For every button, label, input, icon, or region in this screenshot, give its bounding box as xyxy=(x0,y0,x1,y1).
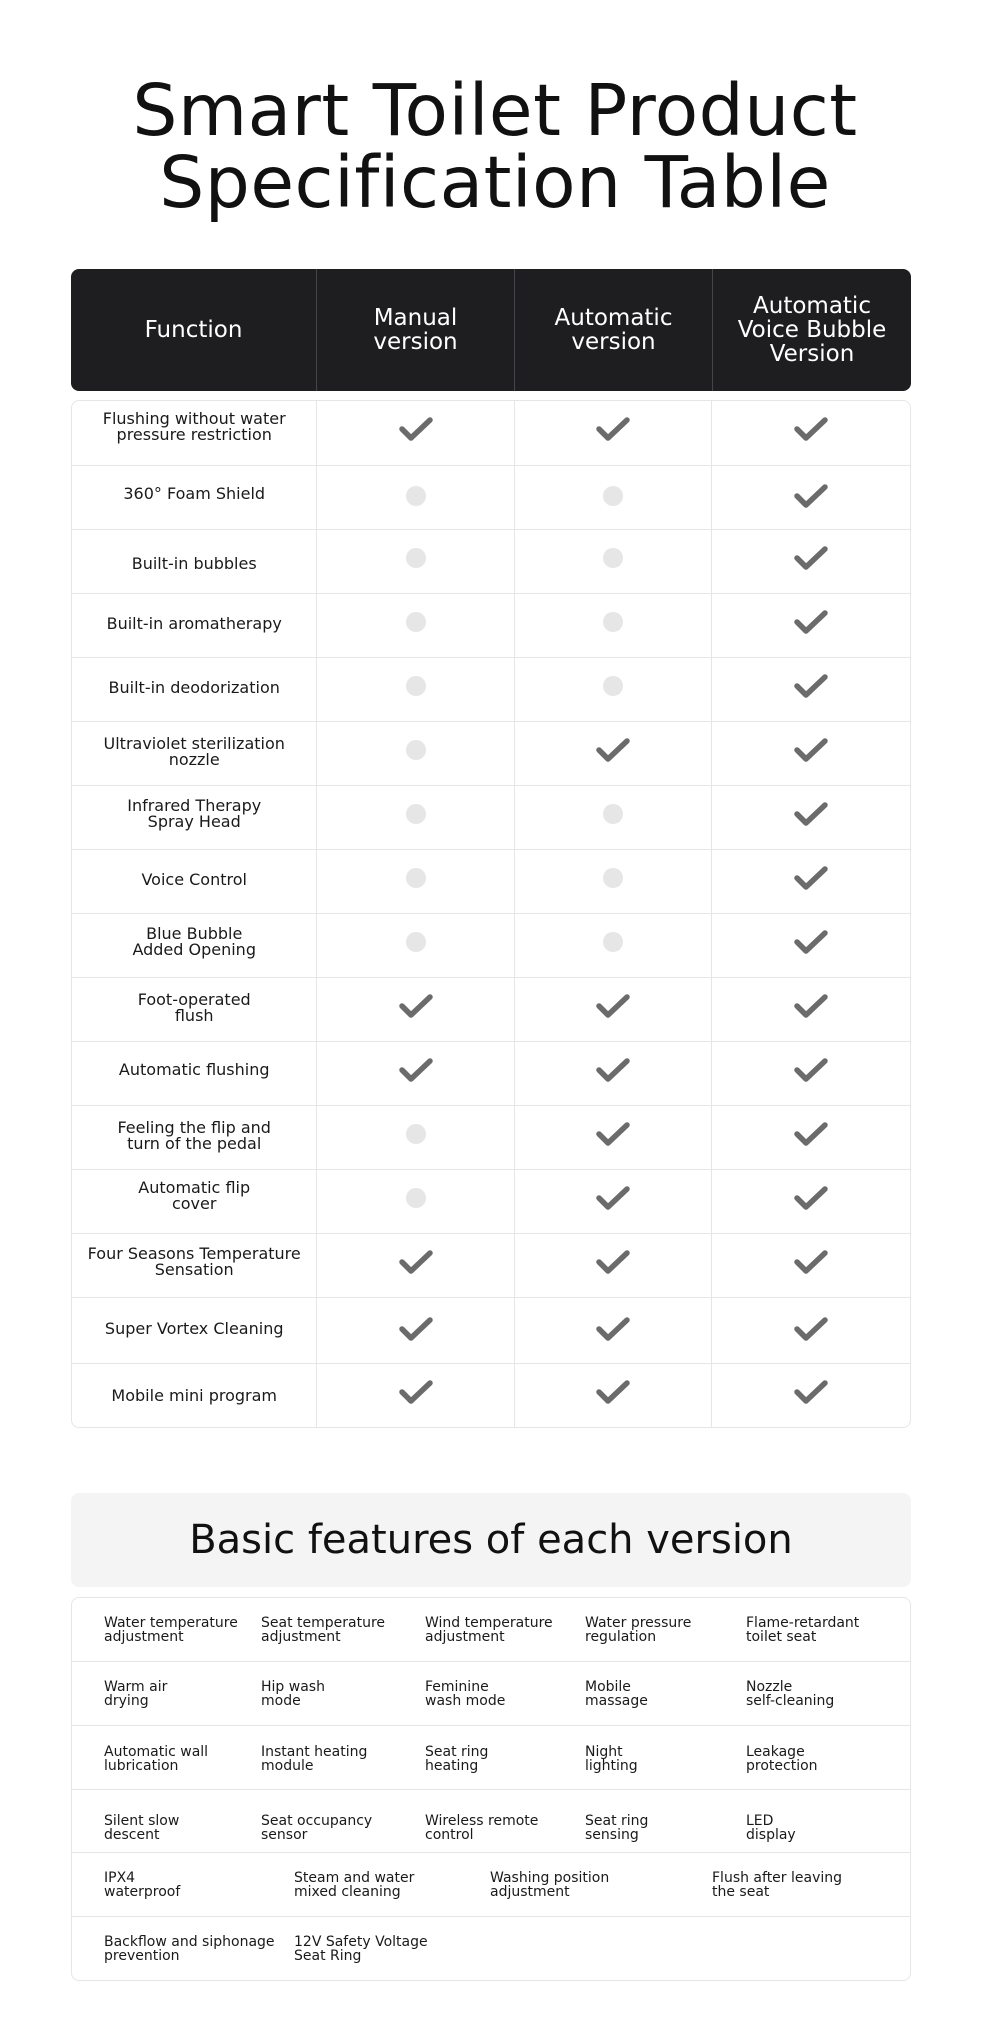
availability-cell xyxy=(514,1106,712,1169)
basic-features-row xyxy=(72,1852,910,1916)
function-name: Built-in aromatherapy xyxy=(106,613,282,633)
check-icon xyxy=(595,1249,631,1275)
basic-feature-item: 12V Safety Voltage Seat Ring xyxy=(294,1934,428,1964)
unavailable-dot-icon xyxy=(603,932,623,952)
check-icon xyxy=(398,1379,434,1405)
function-cell xyxy=(72,1042,316,1105)
availability-cell xyxy=(514,850,712,913)
availability-cell xyxy=(514,722,712,785)
basic-feature-item: Seat ring sensing xyxy=(585,1813,649,1843)
basic-feature-item: Seat temperature adjustment xyxy=(261,1615,386,1645)
unavailable-dot-icon xyxy=(406,548,426,568)
spec-row xyxy=(72,849,910,913)
function-cell xyxy=(72,1364,316,1427)
page-title-line-1: Smart Toilet Product xyxy=(132,69,858,152)
unavailable-dot-icon xyxy=(406,1124,426,1144)
unavailable-dot-icon xyxy=(603,486,623,506)
spec-row xyxy=(72,977,910,1041)
check-icon xyxy=(793,865,829,891)
function-name: Mobile mini program xyxy=(111,1385,277,1405)
unavailable-dot-icon xyxy=(406,612,426,632)
spec-row xyxy=(72,1169,910,1233)
availability-cell xyxy=(514,1170,712,1233)
availability-cell xyxy=(514,1364,712,1427)
check-icon xyxy=(793,609,829,635)
check-icon xyxy=(398,1057,434,1083)
availability-cell xyxy=(316,786,514,849)
spec-row xyxy=(72,465,910,529)
availability-cell xyxy=(316,1170,514,1233)
availability-cell xyxy=(316,466,514,529)
availability-cell xyxy=(316,594,514,657)
spec-row xyxy=(72,1297,910,1363)
basic-feature-item: Night lighting xyxy=(585,1744,638,1774)
spec-row xyxy=(72,593,910,657)
function-cell xyxy=(72,978,316,1041)
check-icon xyxy=(793,1057,829,1083)
basic-features-title: Basic features of each version xyxy=(189,1517,793,1563)
availability-cell xyxy=(711,658,910,721)
availability-cell xyxy=(514,786,712,849)
unavailable-dot-icon xyxy=(406,740,426,760)
check-icon xyxy=(793,1379,829,1405)
basic-feature-item: IPX4 waterproof xyxy=(104,1870,181,1900)
function-name: Built-in deodorization xyxy=(108,677,280,697)
function-cell xyxy=(72,1234,316,1297)
basic-feature-item: Automatic wall lubrication xyxy=(104,1744,209,1774)
availability-cell xyxy=(711,850,910,913)
function-name: Automatic flushing xyxy=(118,1059,270,1079)
availability-cell xyxy=(514,530,712,593)
check-icon xyxy=(793,737,829,763)
column-header-3: Automatic Voice Bubble Version xyxy=(712,269,911,391)
unavailable-dot-icon xyxy=(406,486,426,506)
function-name: Four Seasons Temperature Sensation xyxy=(87,1243,301,1279)
check-icon xyxy=(595,1057,631,1083)
availability-cell xyxy=(514,401,712,465)
function-name: Flushing without water pressure restriction xyxy=(102,409,286,444)
availability-cell xyxy=(711,1234,910,1297)
page-title-line-2: Specification Table xyxy=(159,141,831,224)
availability-cell xyxy=(514,658,712,721)
function-cell xyxy=(72,530,316,593)
unavailable-dot-icon xyxy=(603,612,623,632)
unavailable-dot-icon xyxy=(603,676,623,696)
check-icon xyxy=(793,483,829,509)
basic-feature-item: Backflow and siphonage prevention xyxy=(104,1934,275,1964)
check-icon xyxy=(595,1379,631,1405)
check-icon xyxy=(793,1185,829,1211)
availability-cell xyxy=(316,1042,514,1105)
basic-feature-item: Leakage protection xyxy=(746,1744,818,1774)
availability-cell xyxy=(711,1170,910,1233)
spec-row xyxy=(72,721,910,785)
basic-feature-item: Mobile massage xyxy=(585,1679,648,1709)
function-cell xyxy=(72,466,316,529)
basic-feature-item: Silent slow descent xyxy=(104,1813,180,1843)
basic-features-row xyxy=(72,1916,910,1980)
availability-cell xyxy=(711,1298,910,1363)
basic-feature-item: LED display xyxy=(746,1813,796,1843)
function-cell xyxy=(72,850,316,913)
unavailable-dot-icon xyxy=(406,676,426,696)
basic-feature-item: Instant heating module xyxy=(261,1744,368,1774)
spec-row xyxy=(72,1041,910,1105)
function-cell xyxy=(72,1170,316,1233)
check-icon xyxy=(793,545,829,571)
availability-cell xyxy=(316,978,514,1041)
spec-row xyxy=(72,785,910,849)
basic-features-table xyxy=(71,1597,911,1981)
basic-features-header xyxy=(71,1493,911,1587)
function-cell xyxy=(72,786,316,849)
basic-features-row xyxy=(72,1598,910,1661)
availability-cell xyxy=(711,1364,910,1427)
check-icon xyxy=(398,416,434,442)
check-icon xyxy=(793,416,829,442)
spec-row xyxy=(72,1363,910,1427)
availability-cell xyxy=(514,914,712,977)
availability-cell xyxy=(514,1234,712,1297)
basic-features-row xyxy=(72,1725,910,1789)
spec-row xyxy=(72,401,910,465)
availability-cell xyxy=(711,1042,910,1105)
check-icon xyxy=(398,1249,434,1275)
availability-cell xyxy=(316,658,514,721)
availability-cell xyxy=(316,722,514,785)
spec-row xyxy=(72,1105,910,1169)
check-icon xyxy=(793,1316,829,1342)
function-cell xyxy=(72,401,316,465)
check-icon xyxy=(793,993,829,1019)
basic-feature-item: Water temperature adjustment xyxy=(104,1615,238,1645)
availability-cell xyxy=(711,530,910,593)
basic-feature-item: Water pressure regulation xyxy=(585,1615,692,1645)
basic-feature-item: Seat ring heating xyxy=(425,1744,489,1774)
function-name: Voice Control xyxy=(141,869,247,889)
check-icon xyxy=(595,993,631,1019)
column-header-2: Automatic version xyxy=(514,269,712,391)
basic-feature-item: Warm air drying xyxy=(104,1679,168,1709)
basic-feature-item: Flame-retardant toilet seat xyxy=(746,1615,860,1645)
availability-cell xyxy=(316,914,514,977)
check-icon xyxy=(793,801,829,827)
availability-cell xyxy=(711,594,910,657)
basic-feature-item: Washing position adjustment xyxy=(490,1870,610,1900)
spec-row xyxy=(72,529,910,593)
function-cell xyxy=(72,1106,316,1169)
basic-feature-item: Nozzle self-cleaning xyxy=(746,1679,835,1709)
spec-row xyxy=(72,913,910,977)
availability-cell xyxy=(514,466,712,529)
function-name: Built-in bubbles xyxy=(131,553,257,573)
availability-cell xyxy=(514,1298,712,1363)
availability-cell xyxy=(316,850,514,913)
unavailable-dot-icon xyxy=(406,804,426,824)
availability-cell xyxy=(711,914,910,977)
spec-row xyxy=(72,1233,910,1297)
basic-feature-item: Steam and water mixed cleaning xyxy=(294,1870,415,1900)
function-name: Foot-operated flush xyxy=(137,989,251,1025)
function-name: 360° Foam Shield xyxy=(123,483,266,503)
availability-cell xyxy=(316,1364,514,1427)
check-icon xyxy=(595,1121,631,1147)
check-icon xyxy=(398,993,434,1019)
availability-cell xyxy=(316,530,514,593)
check-icon xyxy=(595,1185,631,1211)
unavailable-dot-icon xyxy=(406,868,426,888)
availability-cell xyxy=(316,1298,514,1363)
availability-cell xyxy=(514,594,712,657)
check-icon xyxy=(595,1316,631,1342)
function-name: Ultraviolet sterilization nozzle xyxy=(103,733,285,769)
function-name: Blue Bubble Added Opening xyxy=(132,923,256,959)
availability-cell xyxy=(316,401,514,465)
basic-feature-item: Feminine wash mode xyxy=(425,1679,506,1709)
page-title xyxy=(0,69,990,224)
unavailable-dot-icon xyxy=(603,868,623,888)
unavailable-dot-icon xyxy=(603,548,623,568)
check-icon xyxy=(793,1121,829,1147)
availability-cell xyxy=(711,1106,910,1169)
function-name: Feeling the flip and turn of the pedal xyxy=(117,1117,271,1153)
unavailable-dot-icon xyxy=(406,932,426,952)
check-icon xyxy=(793,1249,829,1275)
check-icon xyxy=(793,673,829,699)
column-header-0: Function xyxy=(144,317,243,343)
spec-table xyxy=(71,400,911,1428)
function-cell xyxy=(72,914,316,977)
basic-feature-item: Wireless remote control xyxy=(425,1813,539,1843)
function-name: Infrared Therapy Spray Head xyxy=(127,795,262,831)
check-icon xyxy=(793,929,829,955)
availability-cell xyxy=(711,466,910,529)
availability-cell xyxy=(711,722,910,785)
availability-cell xyxy=(711,786,910,849)
availability-cell xyxy=(514,978,712,1041)
check-icon xyxy=(595,737,631,763)
function-cell xyxy=(72,722,316,785)
availability-cell xyxy=(316,1106,514,1169)
spec-row xyxy=(72,657,910,721)
function-cell xyxy=(72,1298,316,1363)
unavailable-dot-icon xyxy=(603,804,623,824)
unavailable-dot-icon xyxy=(406,1188,426,1208)
availability-cell xyxy=(711,401,910,465)
function-name: Automatic flip cover xyxy=(138,1177,251,1213)
basic-feature-item: Flush after leaving the seat xyxy=(712,1870,843,1900)
availability-cell xyxy=(711,978,910,1041)
basic-feature-item: Seat occupancy sensor xyxy=(261,1813,373,1843)
function-cell xyxy=(72,658,316,721)
basic-feature-item: Wind temperature adjustment xyxy=(425,1615,553,1645)
availability-cell xyxy=(316,1234,514,1297)
availability-cell xyxy=(514,1042,712,1105)
column-header-1: Manual version xyxy=(316,269,514,391)
basic-features-row xyxy=(72,1661,910,1725)
basic-features-row xyxy=(72,1789,910,1852)
basic-feature-item: Hip wash mode xyxy=(261,1679,325,1709)
check-icon xyxy=(398,1316,434,1342)
function-name: Super Vortex Cleaning xyxy=(104,1318,284,1338)
spec-table-header xyxy=(71,269,911,391)
check-icon xyxy=(595,416,631,442)
function-cell xyxy=(72,594,316,657)
